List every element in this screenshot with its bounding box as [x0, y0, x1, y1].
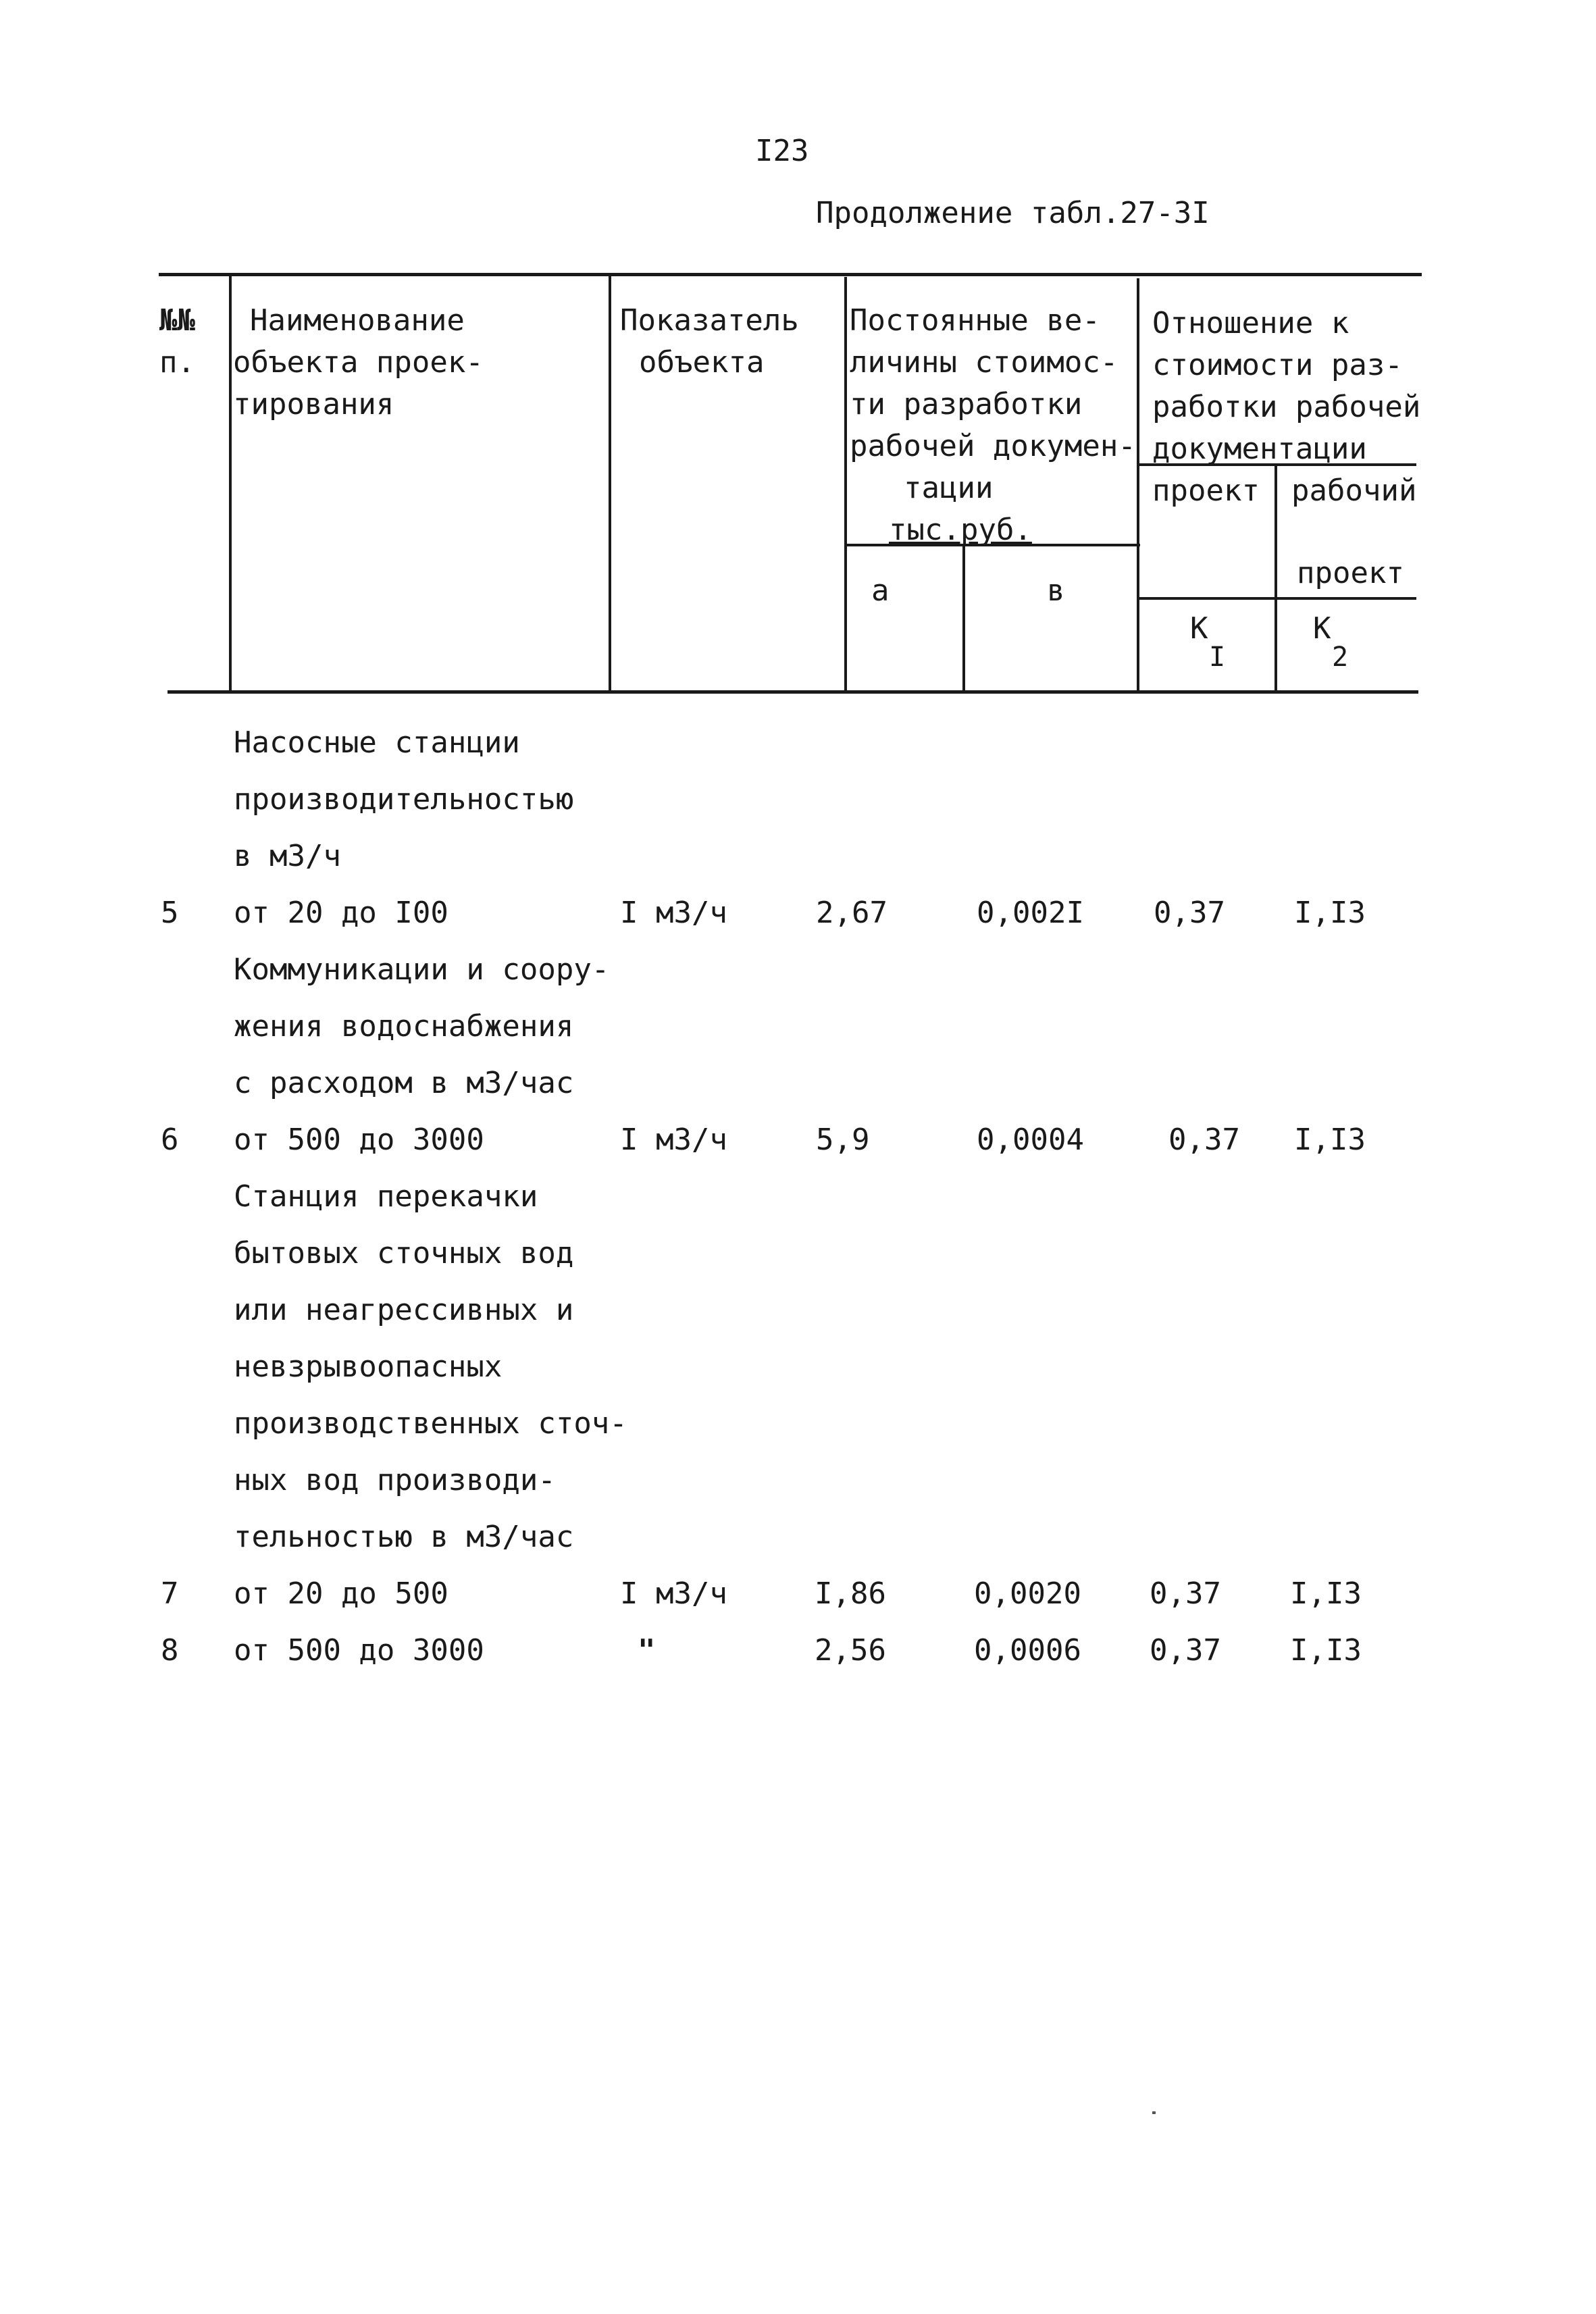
header-name-line-2: объекта проек- — [233, 345, 484, 380]
row8-indicator-ditto: " — [638, 1633, 656, 1668]
header-const-line-4: рабочей докумен- — [850, 429, 1136, 463]
header-indicator-line-1: Показатель — [620, 303, 799, 338]
row5-num: 5 — [161, 896, 179, 930]
row6-a: 5,9 — [816, 1123, 870, 1157]
header-const-line-2: личины стоимос- — [850, 345, 1118, 380]
header-sub-a: а — [871, 573, 890, 608]
row7-b: 0,0020 — [974, 1576, 1081, 1611]
row7-indicator: I м3/ч — [620, 1576, 727, 1611]
row5-name: от 20 до I00 — [234, 896, 448, 930]
header-const-line-5: тации — [904, 471, 994, 505]
row7-num: 7 — [161, 1576, 179, 1611]
header-ratio-line-2: стоимости раз- — [1152, 348, 1403, 382]
row6-b: 0,0004 — [977, 1123, 1084, 1157]
row8-a: 2,56 — [815, 1633, 886, 1668]
header-sub-working-line-2: проект — [1297, 556, 1404, 590]
header-ratio-line-3: работки рабочей — [1152, 390, 1421, 424]
header-num-line-2: п. — [159, 345, 195, 380]
row8-name: от 500 до 3000 — [234, 1633, 484, 1668]
group2-line-2: жения водоснабжения — [234, 1009, 574, 1044]
group1-line-3: в м3/ч — [234, 839, 341, 873]
header-k1-letter: К — [1190, 611, 1208, 646]
group3-line-4: невзрывоопасных — [234, 1349, 503, 1384]
row5-a: 2,67 — [816, 896, 887, 930]
row5-b: 0,002I — [977, 896, 1084, 930]
header-sub-working-line-1: рабочий — [1291, 473, 1417, 508]
row7-name: от 20 до 500 — [234, 1576, 448, 1611]
group1-line-1: Насосные станции — [234, 725, 520, 760]
col-divider-5 — [1137, 278, 1139, 692]
row7-a: I,86 — [815, 1576, 886, 1611]
header-sub-b: в — [1047, 573, 1065, 608]
group1-line-2: производительностью — [234, 782, 574, 817]
row6-indicator: I м3/ч — [620, 1123, 727, 1157]
group2-line-3: с расходом в м3/час — [234, 1066, 574, 1100]
group3-line-6: ных вод производи- — [234, 1463, 556, 1497]
col-divider-2 — [609, 274, 611, 692]
header-sub-project: проект — [1152, 473, 1260, 508]
row5-k1: 0,37 — [1154, 896, 1225, 930]
header-top-rule — [159, 273, 1422, 276]
header-const-line-6: тыс.руб. — [889, 513, 1032, 547]
row5-k2: I,I3 — [1294, 896, 1366, 930]
row5-indicator: I м3/ч — [620, 896, 727, 930]
header-k2-index: 2 — [1332, 642, 1349, 673]
header-name-line-3: тирования — [233, 387, 394, 421]
row6-num: 6 — [161, 1123, 179, 1157]
header-k2-letter: К — [1313, 611, 1331, 646]
header-ratio-line-4: документации — [1152, 432, 1367, 466]
table-caption: Продолжение табл.27-3I — [816, 196, 1210, 230]
group3-line-3: или неагрессивных и — [234, 1293, 574, 1327]
header-ratio-line-1: Отношение к — [1152, 306, 1349, 340]
row8-b: 0,0006 — [974, 1633, 1081, 1668]
row8-k1: 0,37 — [1150, 1633, 1221, 1668]
header-num-line-1: №№ — [159, 303, 195, 338]
row7-k2: I,I3 — [1290, 1576, 1362, 1611]
col-divider-6 — [1275, 466, 1277, 692]
row6-name: от 500 до 3000 — [234, 1123, 484, 1157]
col-divider-4 — [962, 546, 965, 692]
header-bottom-rule — [168, 690, 1418, 694]
group3-line-5: производственных сточ- — [234, 1406, 627, 1441]
row6-k2: I,I3 — [1294, 1123, 1366, 1157]
row6-k1: 0,37 — [1168, 1123, 1240, 1157]
header-k1-index: I — [1209, 642, 1226, 673]
group2-line-1: Коммуникации и соору- — [234, 952, 610, 987]
col-divider-3 — [844, 277, 847, 692]
header-const-line-3: ти разработки — [850, 387, 1083, 421]
header-name-line-1: Наименование — [250, 303, 465, 338]
row8-k2: I,I3 — [1290, 1633, 1362, 1668]
row8-num: 8 — [161, 1633, 179, 1668]
subheader-rule-k — [1138, 597, 1416, 600]
group3-line-7: тельностью в м3/час — [234, 1520, 574, 1554]
page-number: I23 — [755, 134, 809, 168]
group3-line-2: бытовых сточных вод — [234, 1236, 574, 1270]
group3-line-1: Станция перекачки — [234, 1179, 538, 1214]
scan-speck — [1152, 2111, 1156, 2114]
header-const-line-1: Постоянные ве- — [850, 303, 1100, 338]
header-indicator-line-2: объекта — [639, 345, 765, 380]
col-divider-1 — [229, 274, 232, 692]
row7-k1: 0,37 — [1150, 1576, 1221, 1611]
